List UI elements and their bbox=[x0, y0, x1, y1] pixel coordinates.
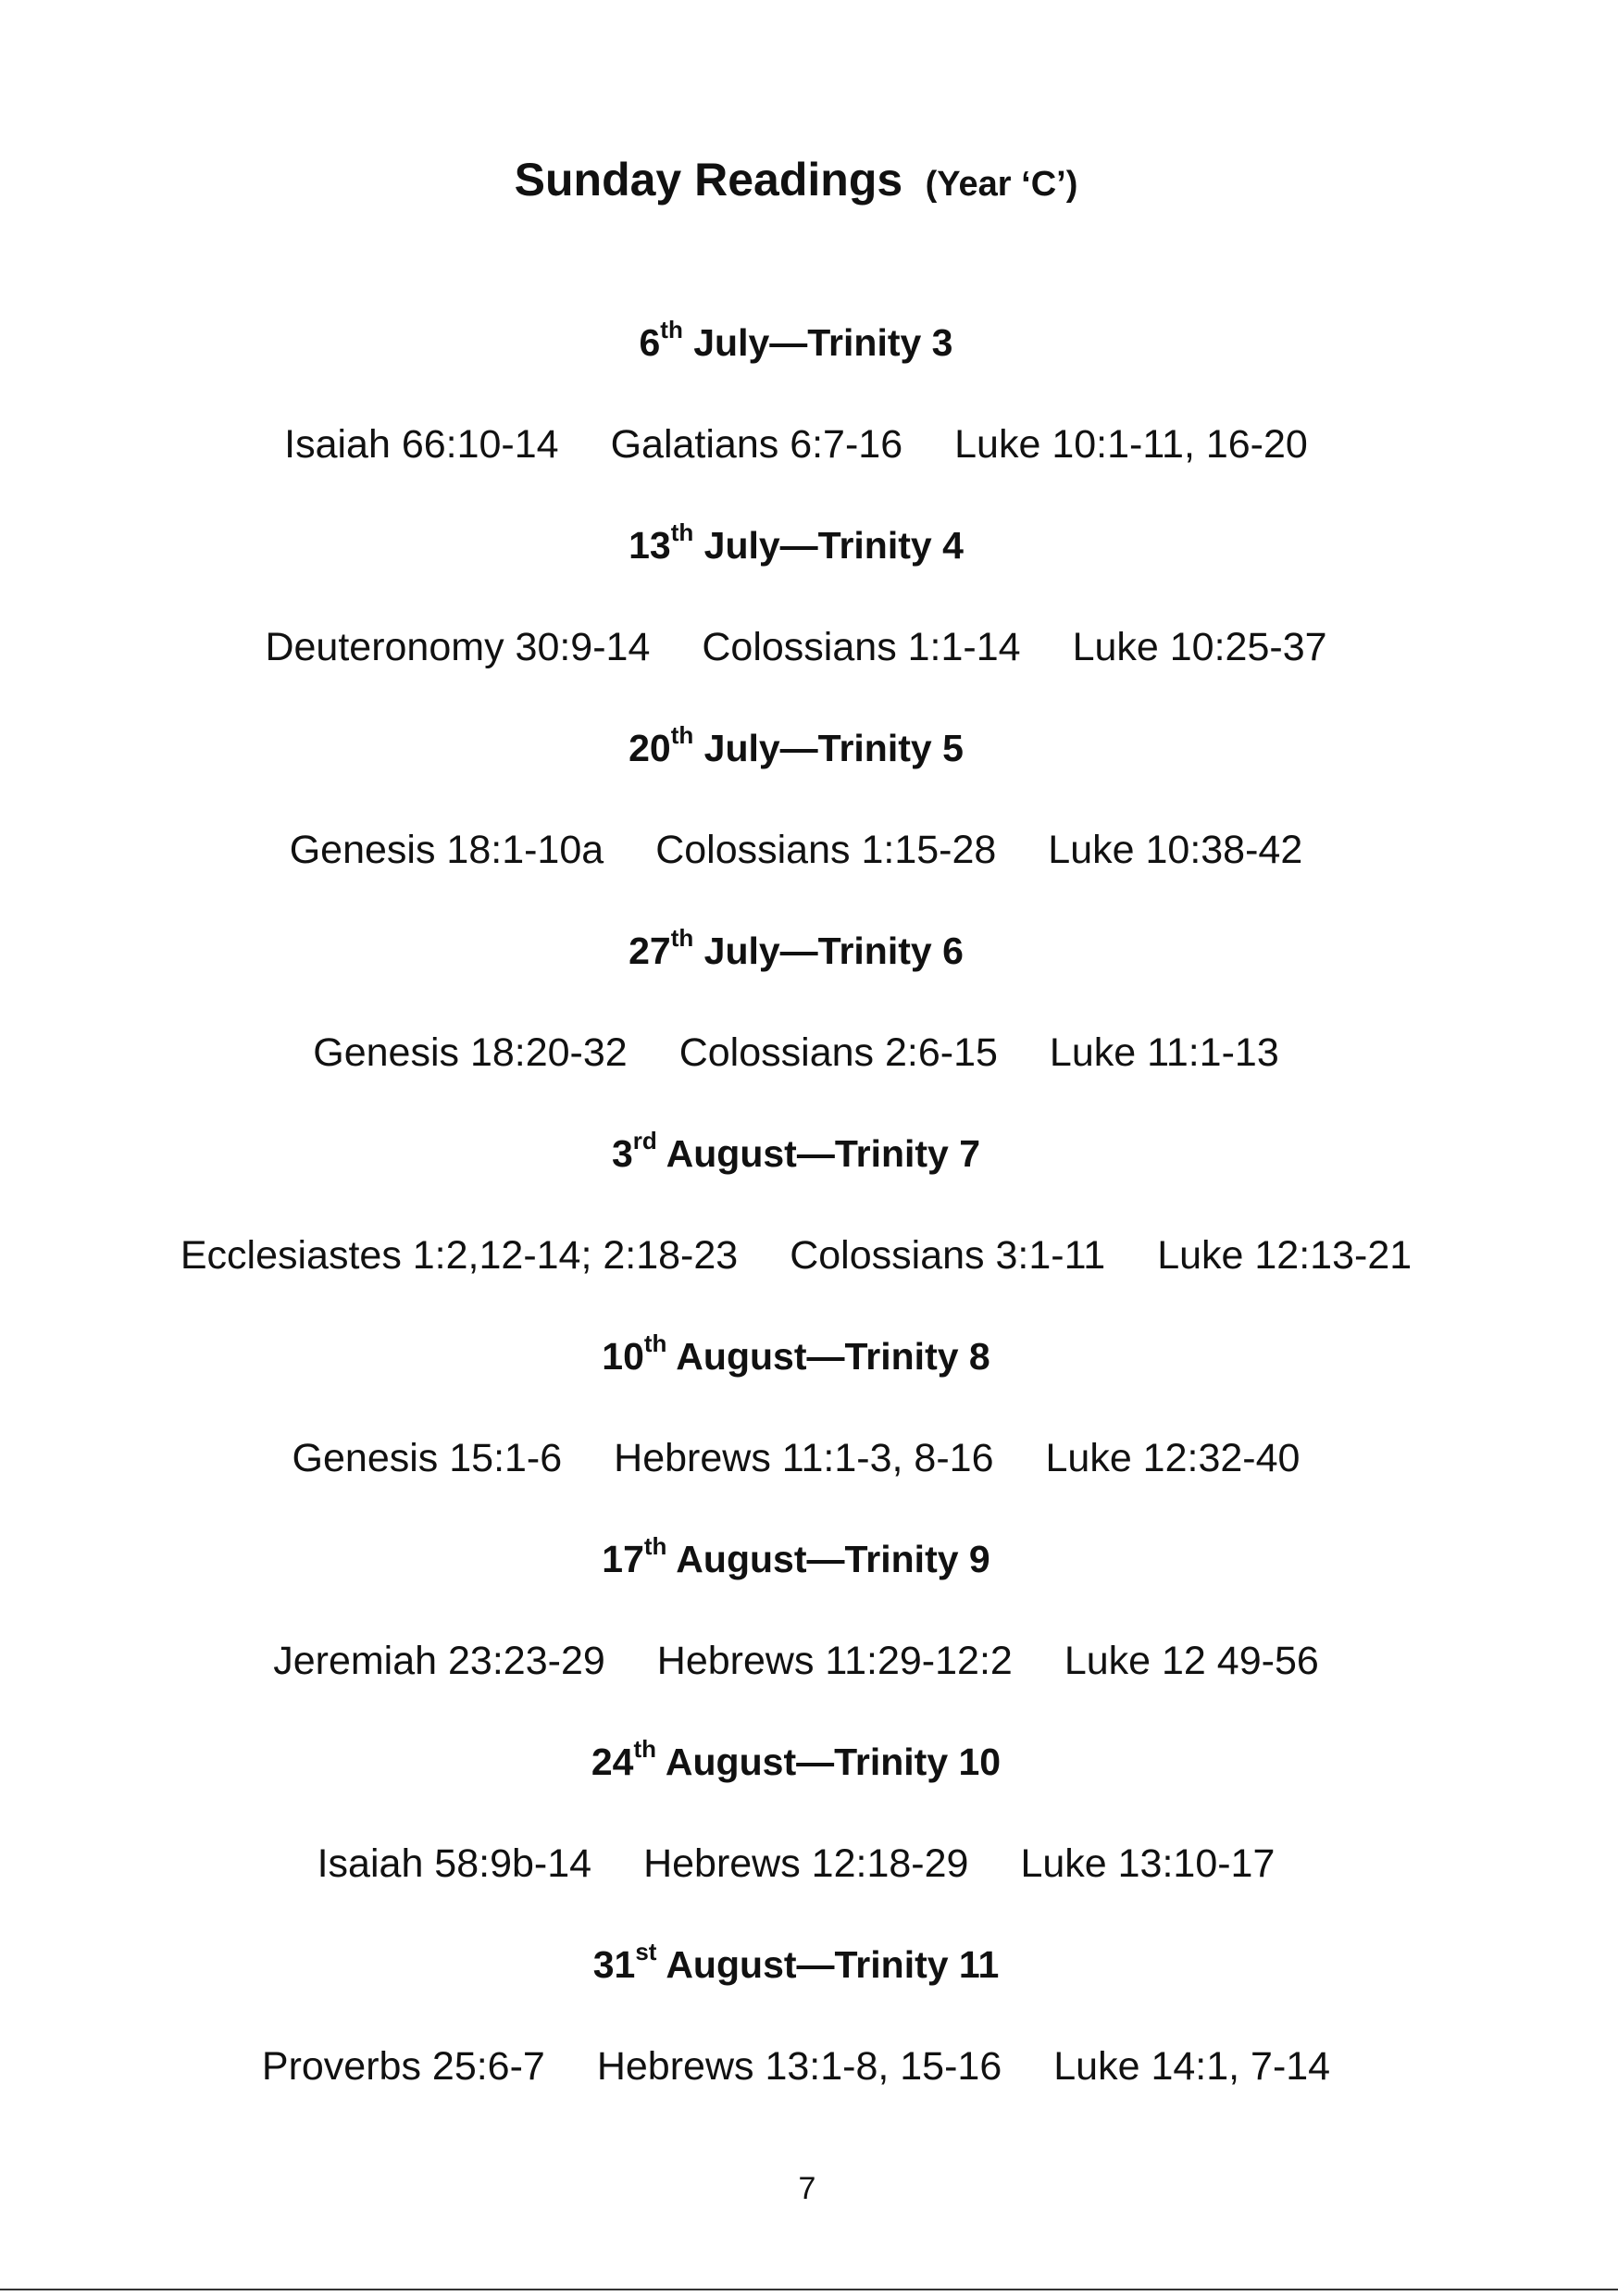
sunday-entry bbox=[0, 1531, 1592, 1689]
sunday-entry bbox=[0, 1126, 1592, 1283]
readings-line bbox=[0, 1430, 1592, 1486]
sunday-entry bbox=[0, 315, 1592, 472]
second-reading: Colossians 3:1-11 bbox=[790, 1233, 1106, 1278]
second-reading: Hebrews 11:29-12:2 bbox=[656, 1639, 1013, 1683]
first-reading: Deuteronomy 30:9-14 bbox=[265, 625, 651, 669]
sunday-entry bbox=[0, 1329, 1592, 1486]
first-reading: Ecclesiastes 1:2,12-14; 2:18-23 bbox=[180, 1233, 739, 1278]
first-reading: Jeremiah 23:23-29 bbox=[273, 1639, 605, 1683]
readings-line bbox=[0, 1836, 1592, 1891]
title-main: Sunday Readings bbox=[514, 154, 903, 206]
gospel-reading: Luke 13:10-17 bbox=[1020, 1841, 1276, 1886]
second-reading: Hebrews 11:1-3, 8-16 bbox=[614, 1436, 994, 1480]
gospel-reading: Luke 12 49-56 bbox=[1064, 1639, 1319, 1683]
sunday-heading: 27th July—Trinity 6 bbox=[629, 924, 964, 972]
readings-line bbox=[0, 2039, 1592, 2094]
first-reading: Isaiah 66:10-14 bbox=[284, 422, 559, 467]
sunday-entry bbox=[0, 518, 1592, 675]
readings-line bbox=[0, 1633, 1592, 1689]
sunday-entry bbox=[0, 1734, 1592, 1891]
second-reading: Hebrews 12:18-29 bbox=[643, 1841, 969, 1886]
first-reading: Genesis 18:1-10a bbox=[289, 828, 604, 872]
sunday-heading: 13th July—Trinity 4 bbox=[629, 518, 964, 567]
readings-line bbox=[0, 619, 1592, 675]
gospel-reading: Luke 11:1-13 bbox=[1049, 1030, 1279, 1075]
gospel-reading: Luke 10:1-11, 16-20 bbox=[954, 422, 1308, 467]
second-reading: Colossians 2:6-15 bbox=[678, 1030, 998, 1075]
title-year: (Year ‘C’) bbox=[925, 165, 1078, 204]
gospel-reading: Luke 12:13-21 bbox=[1157, 1233, 1413, 1278]
page-title bbox=[0, 153, 1592, 206]
readings-line bbox=[0, 1025, 1592, 1080]
second-reading: Hebrews 13:1-8, 15-16 bbox=[596, 2044, 1002, 2089]
first-reading: Proverbs 25:6-7 bbox=[261, 2044, 545, 2089]
second-reading: Colossians 1:15-28 bbox=[655, 828, 997, 872]
first-reading: Isaiah 58:9b-14 bbox=[317, 1841, 592, 1886]
sunday-heading: 10th August—Trinity 8 bbox=[602, 1329, 990, 1378]
bottom-rule bbox=[0, 2289, 1618, 2290]
sunday-heading: 3rd August—Trinity 7 bbox=[611, 1127, 981, 1175]
gospel-reading: Luke 12:32-40 bbox=[1045, 1436, 1301, 1480]
readings-line bbox=[0, 1228, 1592, 1283]
gospel-reading: Luke 10:38-42 bbox=[1048, 828, 1303, 872]
first-reading: Genesis 18:20-32 bbox=[313, 1030, 628, 1075]
sunday-entry bbox=[0, 720, 1592, 878]
second-reading: Galatians 6:7-16 bbox=[610, 422, 903, 467]
readings-line bbox=[0, 822, 1592, 878]
page-number: 7 bbox=[798, 2171, 816, 2206]
sunday-heading: 24th August—Trinity 10 bbox=[591, 1735, 1002, 1783]
sunday-entry bbox=[0, 1937, 1592, 2094]
second-reading: Colossians 1:1-14 bbox=[702, 625, 1021, 669]
sunday-heading: 17th August—Trinity 9 bbox=[602, 1532, 990, 1580]
sunday-heading: 31st August—Trinity 11 bbox=[592, 1938, 1000, 1986]
sunday-heading: 6th July—Trinity 3 bbox=[639, 316, 953, 364]
first-reading: Genesis 15:1-6 bbox=[292, 1436, 563, 1480]
sunday-entry bbox=[0, 923, 1592, 1080]
gospel-reading: Luke 14:1, 7-14 bbox=[1053, 2044, 1331, 2089]
sunday-heading: 20th July—Trinity 5 bbox=[629, 721, 964, 769]
readings-line bbox=[0, 417, 1592, 472]
gospel-reading: Luke 10:25-37 bbox=[1072, 625, 1327, 669]
